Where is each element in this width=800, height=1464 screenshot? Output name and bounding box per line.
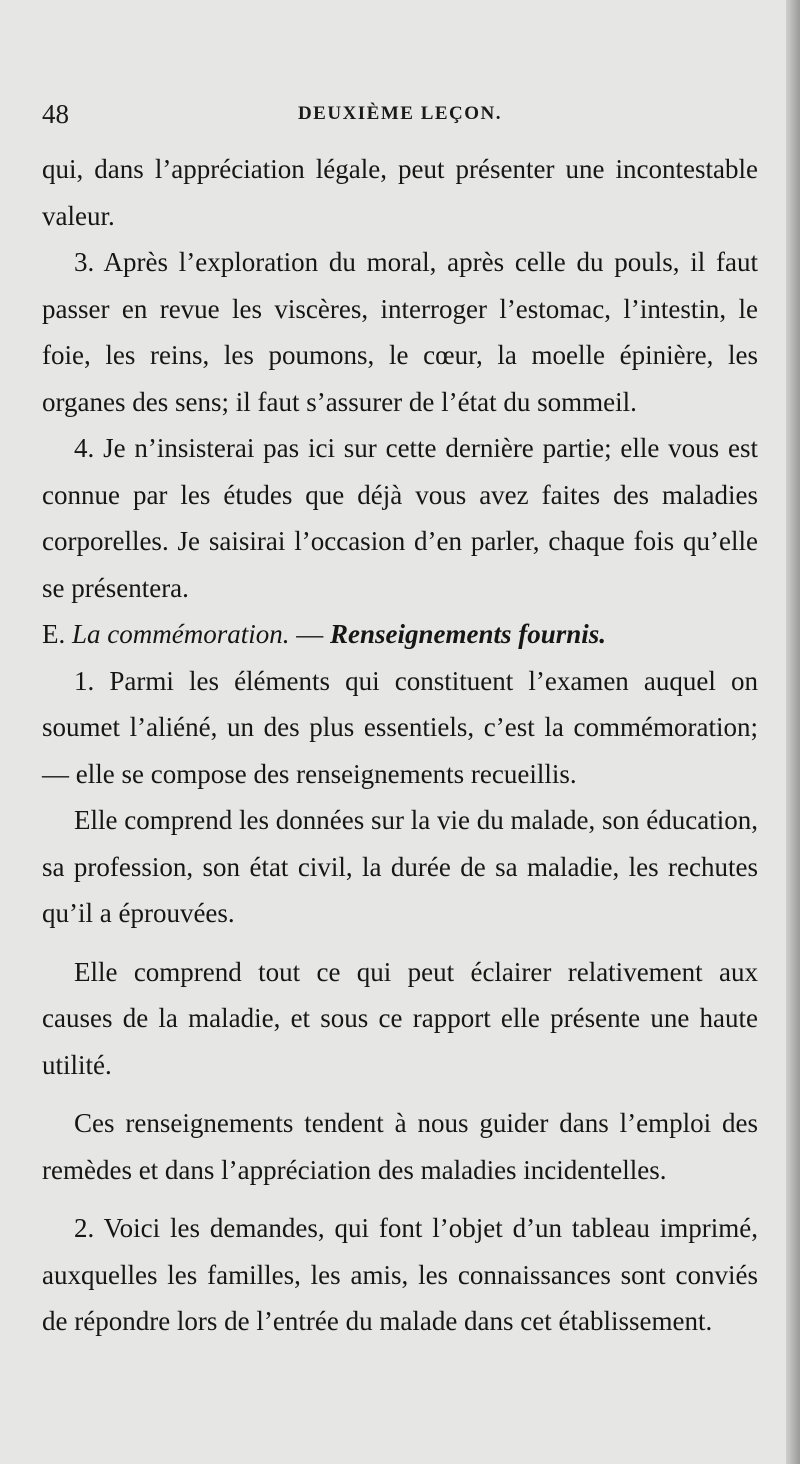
section-dash: — <box>296 619 324 649</box>
running-head: DEUXIÈME LEÇON. <box>297 103 503 124</box>
section-title: La commémoration. <box>72 619 290 649</box>
paragraph-point-1: 1. Parmi les éléments qui constituent l’examen auquel on soumet l’aliéné, un des plus essentiels, c’est la commémoration; — elle se compose des renseignements recueillis. <box>42 665 758 789</box>
page-header <box>42 96 758 132</box>
paragraph-continuation: qui, dans l’appréciation légale, peut présenter une incontestable valeur. <box>42 154 758 231</box>
paragraph-remedies: Ces renseignements tendent à nous guider dans l’emploi des remèdes et dans l’appréciation des maladies incidentelles. <box>42 1108 758 1185</box>
section-subtitle: Renseignements fournis. <box>330 619 607 649</box>
section-letter: E. <box>42 619 66 649</box>
page-body <box>42 146 758 1345</box>
paragraph-causes: Elle comprend tout ce qui peut éclairer relativement aux causes de la maladie, et sous ce rapport elle présente une haute utilité. <box>42 956 758 1080</box>
paragraph-point-2: 2. Voici les demandes, qui font l’objet d’un tableau imprimé, auxquelles les familles, les amis, les connaissances sont conviés de répondre lors de l’entrée du malade dans cet établissement. <box>42 1213 758 1336</box>
page-number: 48 <box>42 99 69 129</box>
page-edge-shadow <box>786 0 800 1464</box>
paragraph-data-life: Elle comprend les données sur la vie du malade, son éducation, sa profession, son état civil, la durée de sa maladie, les rechutes qu’il a éprouvées. <box>42 805 758 928</box>
paragraph-point-4: 4. Je n’insisterai pas ici sur cette dernière partie; elle vous est connue par les études que déjà vous avez faites des maladies corporelles. Je saisirai l’occasion d’en parler, chaque fois qu’elle se présentera. <box>42 433 758 603</box>
paragraph-point-3: 3. Après l’exploration du moral, après celle du pouls, il faut passer en revue les viscères, interroger l’estomac, l’intestin, le foie, les reins, les poumons, le cœur, la moelle épinière, les organes des sens; il faut s’assurer de l’état du sommeil. <box>42 247 758 417</box>
section-heading <box>42 611 758 658</box>
